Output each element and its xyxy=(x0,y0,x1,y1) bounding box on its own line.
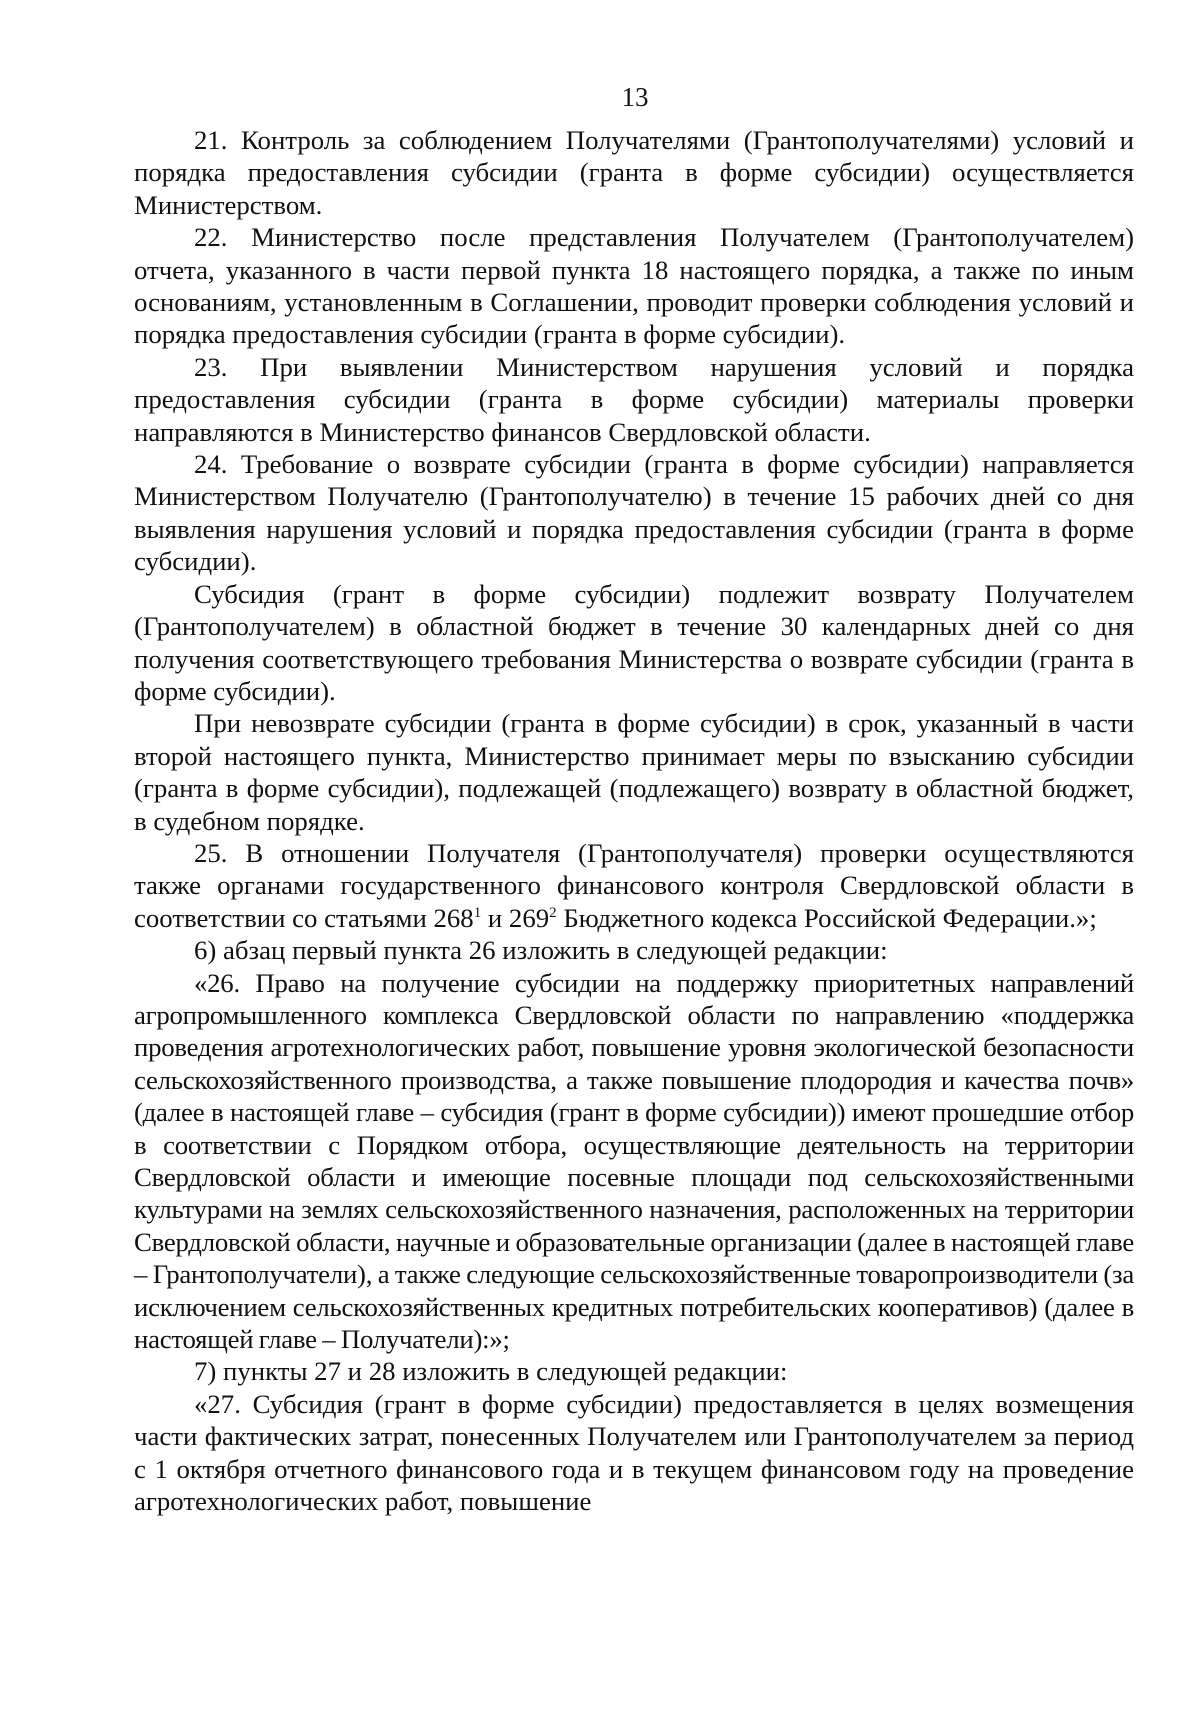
document-body xyxy=(134,124,1134,1517)
paragraph-26: «26. Право на получение субсидии на поддержку приоритетных направлений агропромышленного комплекса Свердловской области по направлению «поддержка проведения агротехнологических работ, повышение уровня экологической безопасности сельскохозяйственного производства, а также повышение плодородия и качества почв» (далее в настоящей главе – субсидия (грант в форме субсидии)) имеют прошедшие отбор в соответствии с Порядком отбора, осуществляющие деятельность на территории Свердловской области и имеющие посевные площади под сельскохозяйственными культурами на землях сельскохозяйственного назначения, расположенных на территории Свердловской области, научные и образовательные организации (далее в настоящей главе – Грантополучатели), а также следующие сельскохозяйственные товаропроизводители (за исключением сельскохозяйственных кредитных потребительских кооперативов) (далее в настоящей главе – Получатели):»; xyxy=(134,967,1134,1355)
superscript-2: 2 xyxy=(549,904,557,921)
paragraph-24-part-2: Субсидия (грант в форме субсидии) подлежит возврату Получателем (Грантополучателем) в областной бюджет в течение 30 календарных дней со дня получения соответствующего требования Министерства о возврате субсидии (гранта в форме субсидии). xyxy=(134,578,1134,706)
paragraph-23: 23. При выявлении Министерством нарушения условий и порядка предоставления субсидии (гранта в форме субсидии) материалы проверки направляются в Министерство финансов Свердловской области. xyxy=(134,351,1134,447)
paragraph-25-text-start: 25. В отношении Получателя (Грантополучателя) проверки осуществляются также органами государственного финансового контроля Свердловской области в соответствии со статьями 268 xyxy=(134,837,1134,933)
superscript-1: 1 xyxy=(473,904,482,921)
paragraph-25 xyxy=(134,837,1134,934)
page-number: 13 xyxy=(621,82,649,112)
paragraph-22: 22. Министерство после представления Получателем (Грантополучателем) отчета, указанного в части первой пункта 18 настоящего порядка, а также по иным основаниям, установленным в Соглашении, проводит проверки соблюдения условий и порядка предоставления субсидии (гранта в форме субсидии). xyxy=(134,222,1134,350)
paragraph-24-part-3: При невозврате субсидии (гранта в форме субсидии) в срок, указанный в части второй настоящего пункта, Министерство принимает меры по взысканию субсидии (гранта в форме субсидии), подлежащей (подлежащего) возврату в областной бюджет, в судебном порядке. xyxy=(134,708,1134,836)
paragraph-24: 24. Требование о возврате субсидии (гранта в форме субсидии) направляется Министерством Получателю (Грантополучателю) в течение 15 рабочих дней со дня выявления нарушения условий и порядка предоставления субсидии (гранта в форме субсидии). xyxy=(134,449,1134,577)
paragraph-21: 21. Контроль за соблюдением Получателями (Грантополучателями) условий и порядка предоставления субсидии (гранта в форме субсидии) осуществляется Министерством. xyxy=(134,125,1134,220)
paragraph-27: «27. Субсидия (грант в форме субсидии) предоставляется в целях возмещения части фактических затрат, понесенных Получателем или Грантополучателем за период с 1 октября отчетного финансового года и в текущем финансовом году на проведение агротехнологических работ, повышение xyxy=(134,1388,1134,1517)
paragraph-25-text-middle: и 269 xyxy=(481,902,550,933)
amendment-item-7: 7) пункты 27 и 28 изложить в следующей редакции: xyxy=(194,1356,788,1387)
paragraph-25-text-end: Бюджетного кодекса Российской Федерации.»; xyxy=(556,902,1097,933)
amendment-item-6: 6) абзац первый пункта 26 изложить в следующей редакции: xyxy=(194,935,888,966)
